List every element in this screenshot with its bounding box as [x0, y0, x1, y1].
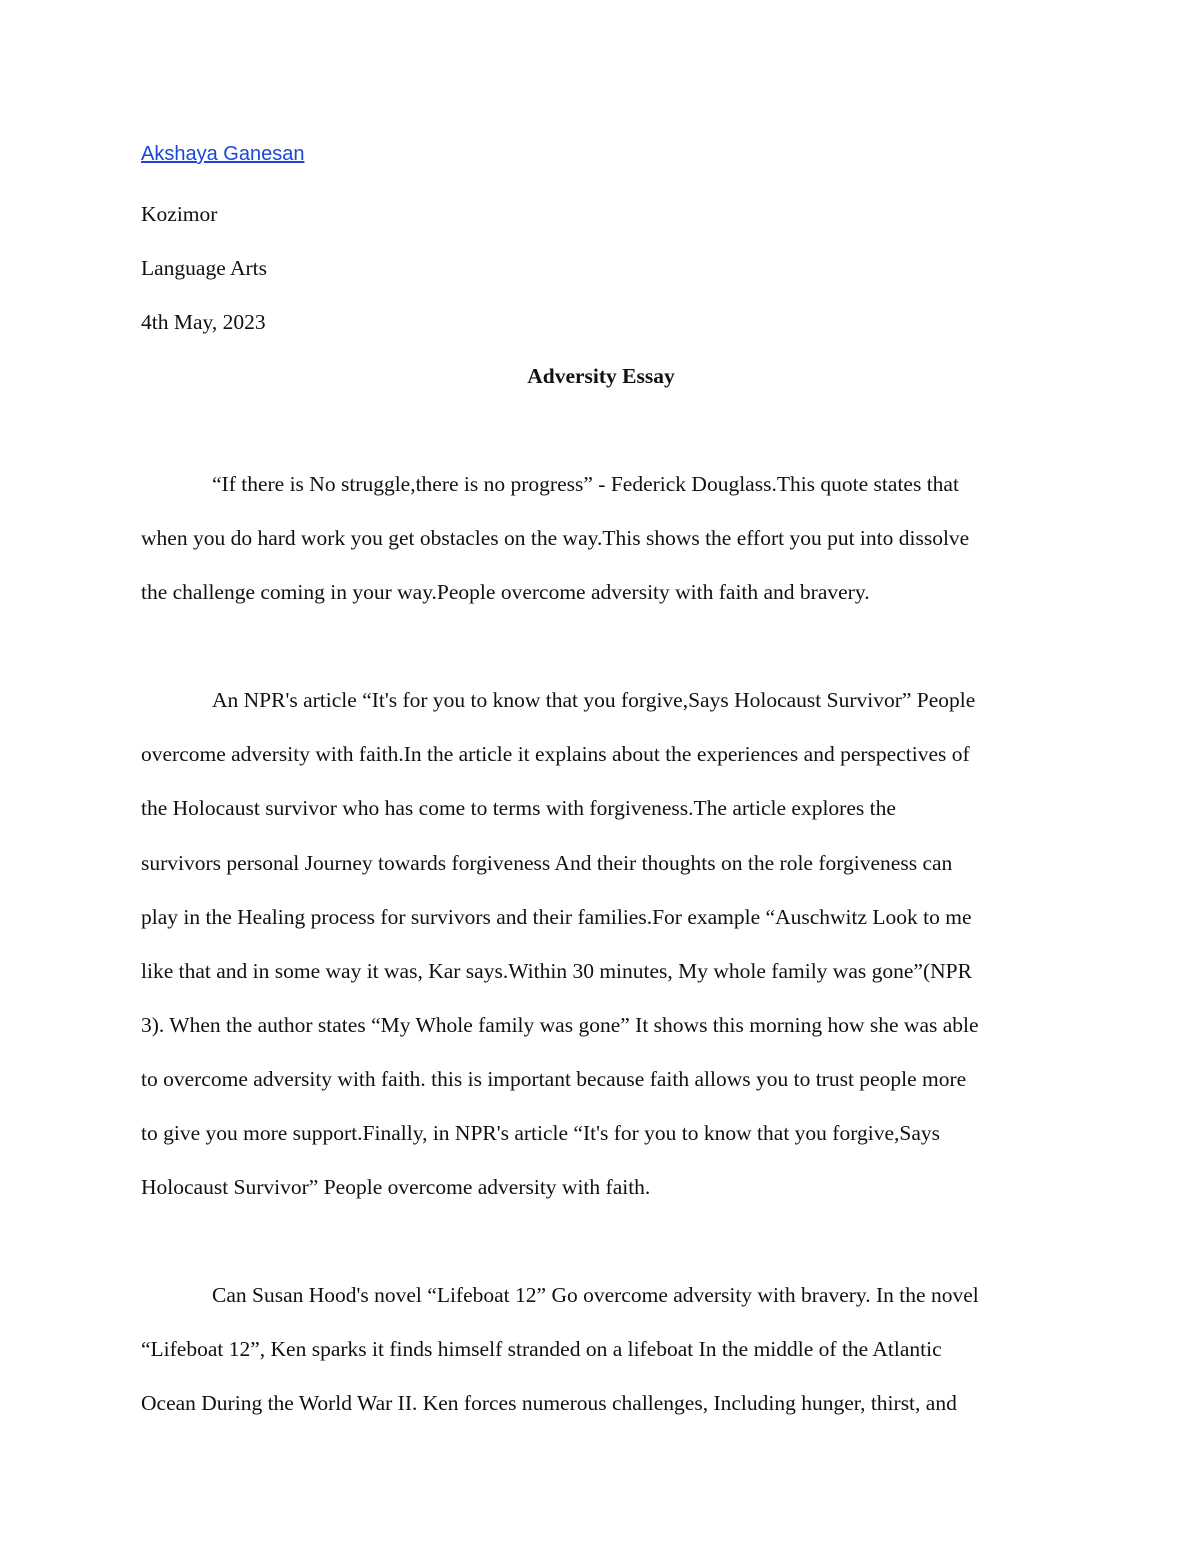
paragraph-line: An NPR's article “It's for you to know that you forgive,Says Holocaust Survivor” People [212, 688, 976, 713]
document-body [141, 135, 1061, 1485]
paragraph-line: Can Susan Hood's novel “Lifeboat 12” Go overcome adversity with bravery. In the novel [212, 1283, 979, 1308]
paragraph-line: overcome adversity with faith.In the article it explains about the experiences and perspectives of [141, 742, 970, 767]
paragraph-lifeboat-novel [141, 1268, 1061, 1430]
paragraph-line: when you do hard work you get obstacles on the way.This shows the effort you put into dissolve [141, 526, 970, 551]
paragraph-line: “Lifeboat 12”, Ken sparks it finds himself stranded on a lifeboat In the middle of the Atlantic [141, 1337, 942, 1362]
paragraph-line: Holocaust Survivor” People overcome adversity with faith. [141, 1175, 651, 1200]
paragraph-line: Ocean During the World War II. Ken forces numerous challenges, Including hunger, thirst, and [141, 1391, 957, 1416]
paragraph-intro [141, 457, 1061, 619]
paragraph-line: the challenge coming in your way.People overcome adversity with faith and bravery. [141, 580, 870, 605]
essay-date: 4th May, 2023 [141, 310, 266, 334]
subject-name: Language Arts [141, 256, 267, 280]
teacher-name: Kozimor [141, 202, 218, 226]
essay-title: Adversity Essay [527, 364, 675, 388]
paragraph-line: to overcome adversity with faith. this is important because faith allows you to trust people more [141, 1066, 967, 1091]
author-name-link[interactable]: Akshaya Ganesan [141, 143, 305, 165]
paragraph-line: to give you more support.Finally, in NPR's article “It's for you to know that you forgive,Says [141, 1121, 940, 1146]
paragraph-line: “If there is No struggle,there is no progress” - Federick Douglass.This quote states that [212, 472, 959, 496]
paragraph-line: play in the Healing process for survivors and their families.For example “Auschwitz Look to me [141, 904, 972, 929]
paragraph-line: like that and in some way it was, Kar says.Within 30 minutes, My whole family was gone”(NPR [141, 958, 972, 983]
paragraph-line: survivors personal Journey towards forgiveness And their thoughts on the role forgiveness can [141, 850, 953, 875]
paragraph-line: 3). When the author states “My Whole family was gone” It shows this morning how she was able [141, 1012, 979, 1037]
paragraph-npr-article [141, 673, 1061, 1214]
paragraph-line: the Holocaust survivor who has come to terms with forgiveness.The article explores the [141, 796, 896, 821]
